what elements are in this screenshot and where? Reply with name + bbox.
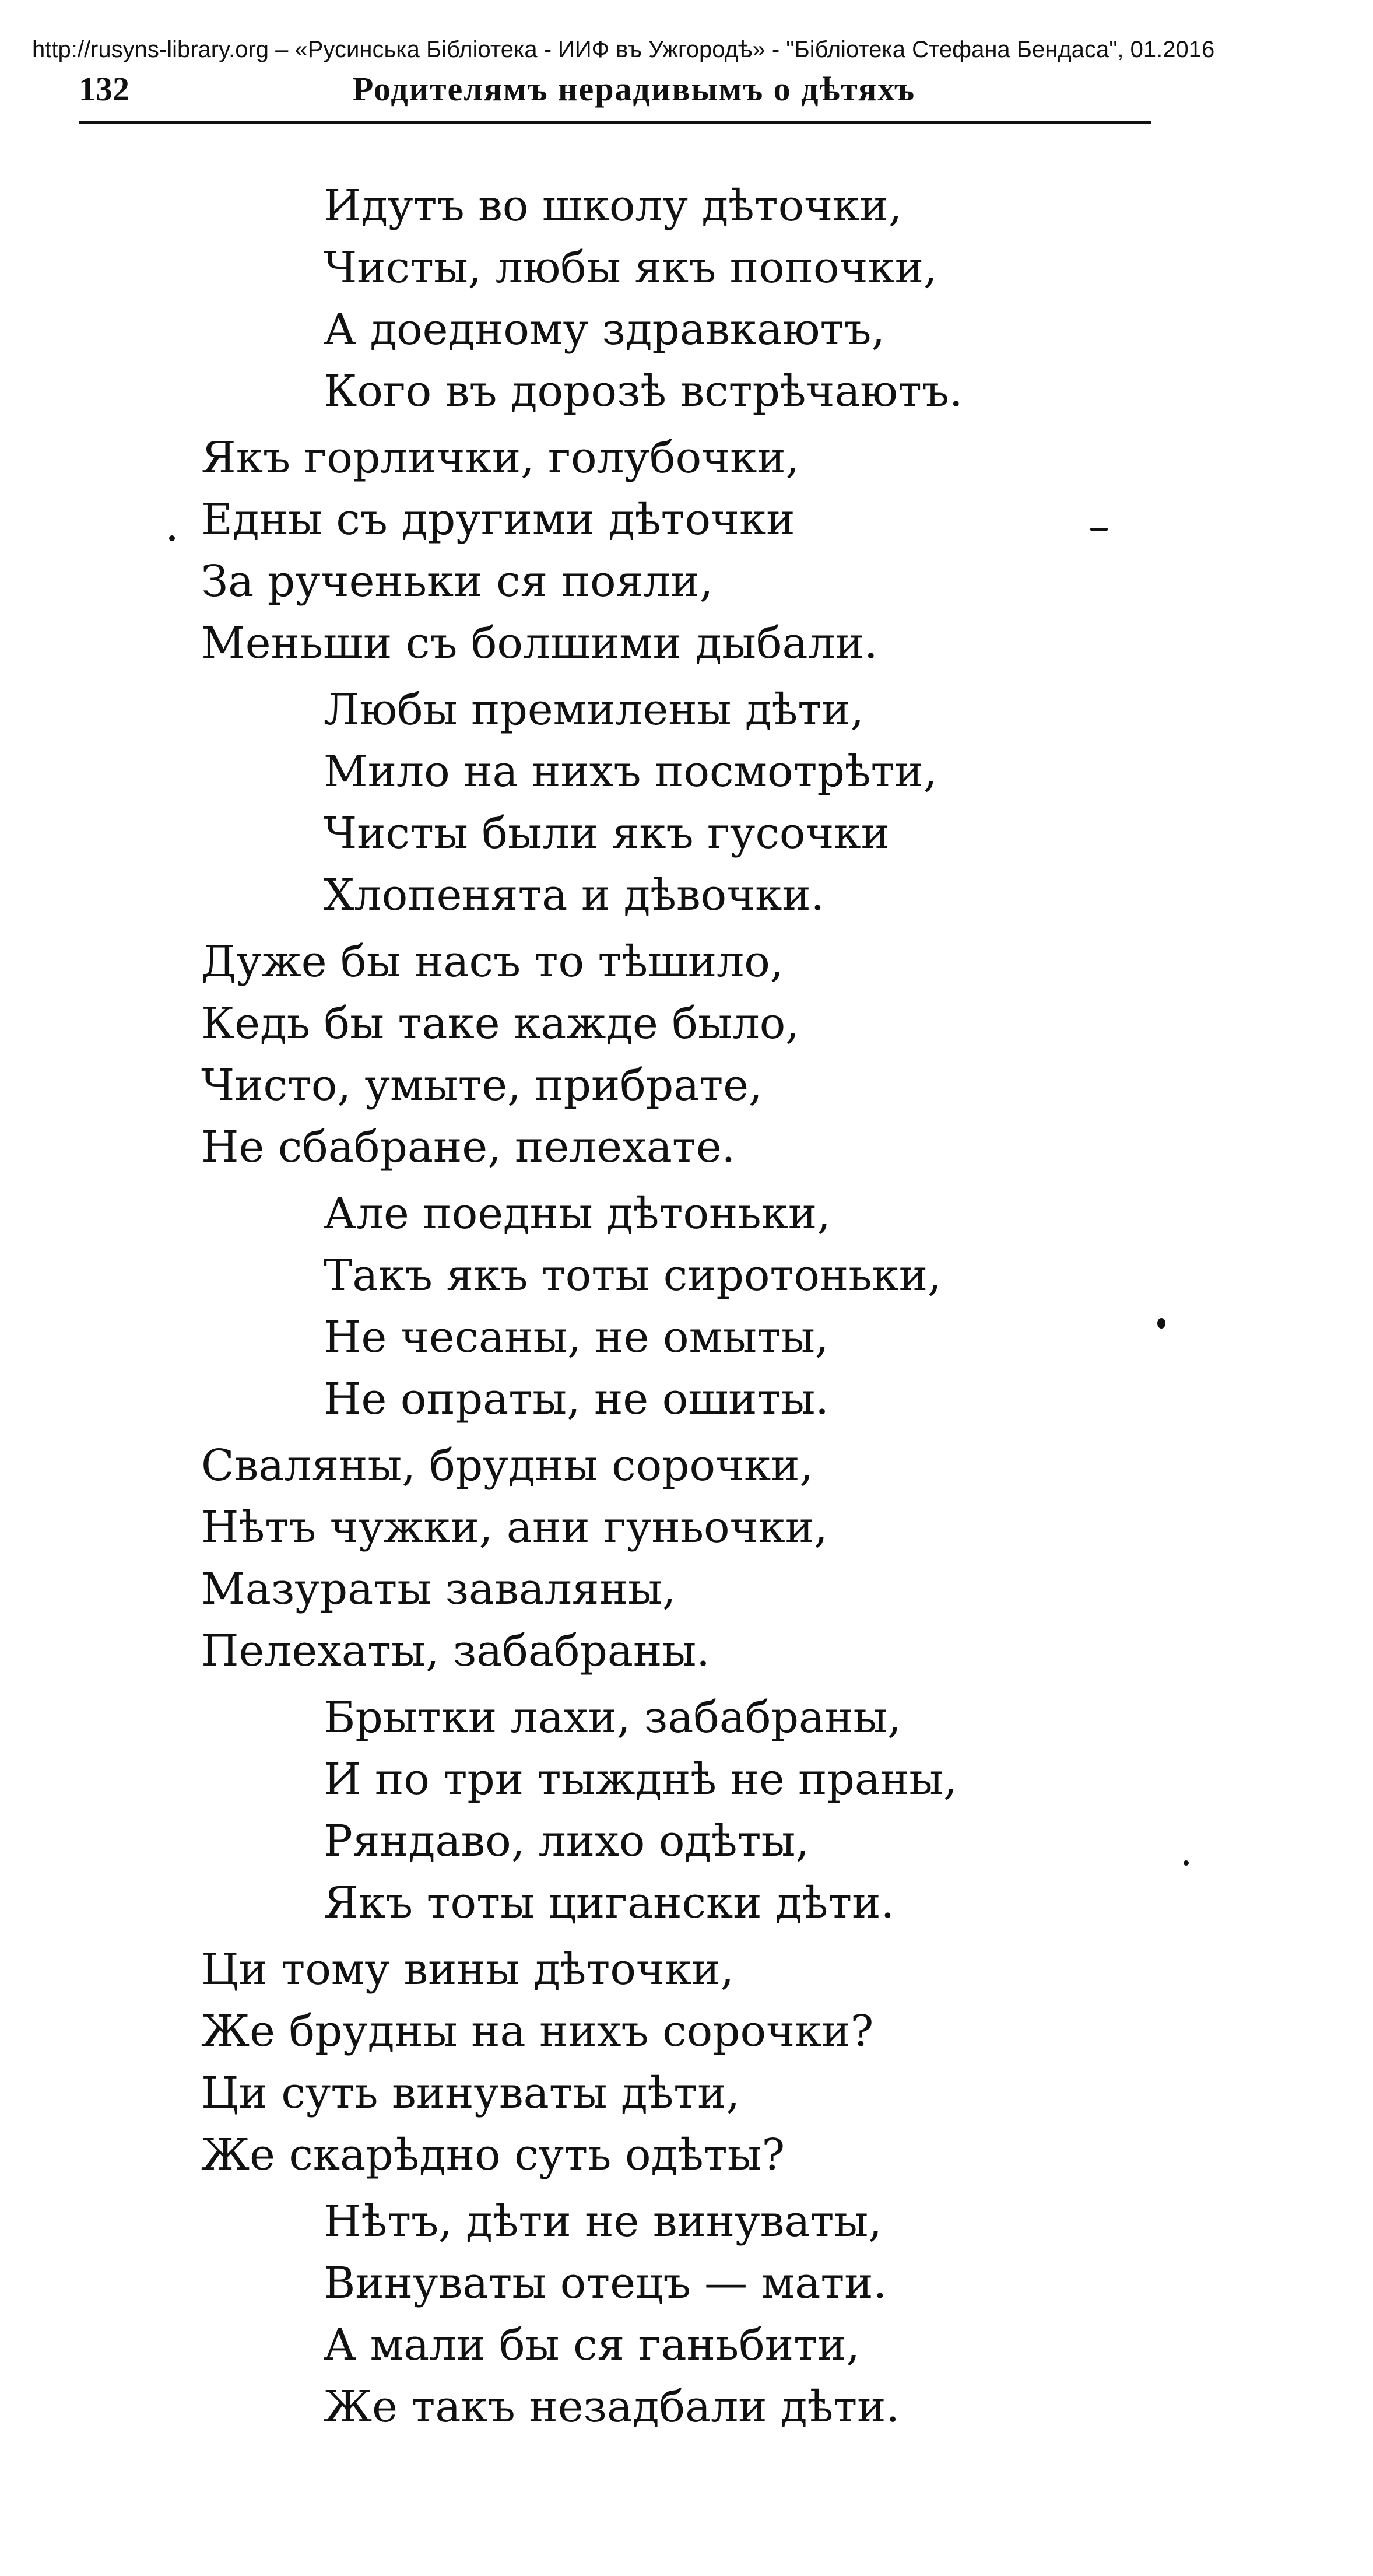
poem-line: Мазураты заваляны, <box>201 1564 676 1614</box>
poem-line: Хлопенята и дѣвочки. <box>324 870 825 920</box>
poem-line: Не сбабране, пелехате. <box>201 1122 736 1172</box>
stanza-3 <box>0 679 1373 926</box>
poem-line: Ряндаво, лихо одѣты, <box>324 1816 809 1866</box>
poem-line: Брытки лахи, забабраны, <box>324 1692 901 1743</box>
poem-line: Же скарѣдно суть одѣты? <box>201 2130 785 2180</box>
poem-line: Не опраты, не ошиты. <box>324 1374 829 1424</box>
poem-line: Нѣтъ чужки, ани гуньочки, <box>201 1502 828 1552</box>
stanza-4 <box>0 931 1373 1178</box>
stanza-6 <box>0 1435 1373 1682</box>
scan-speck <box>1184 1860 1189 1866</box>
poem-line: Мило на нихъ посмотрѣти, <box>324 746 937 797</box>
poem-line: Якъ тоты цигански дѣти. <box>324 1878 895 1928</box>
stanza-7 <box>0 1687 1373 1934</box>
poem-line: Чисты были якъ гусочки <box>324 808 890 858</box>
running-head <box>79 69 1151 113</box>
poem-line: Якъ горлички, голубочки, <box>201 433 800 483</box>
stanza-1 <box>0 175 1373 422</box>
poem-line: Же брудны на нихъ сорочки? <box>201 2006 874 2056</box>
poem-line: Ци тому вины дѣточки, <box>201 1944 734 1995</box>
poem-line: А мали бы ся ганьбити, <box>324 2320 860 2370</box>
scan-speck <box>1090 528 1108 531</box>
header-rule <box>79 121 1151 124</box>
poem-line: Пелехаты, забабраны. <box>201 1626 710 1676</box>
poem-line: Нѣтъ, дѣти не винуваты, <box>324 2196 882 2246</box>
poem-line: За рученьки ся пояли, <box>201 556 714 607</box>
stanza-8 <box>0 1939 1373 2186</box>
poem-line: Сваляны, брудны сорочки, <box>201 1441 814 1491</box>
poem-body <box>0 175 1373 2438</box>
stanza-5 <box>0 1183 1373 1430</box>
poem-line: Винуваты отецъ — мати. <box>324 2258 887 2308</box>
poem-line: Кедь бы таке кажде было, <box>201 998 799 1049</box>
poem-line: Дуже бы насъ то тѣшило, <box>201 937 784 987</box>
poem-line: Меньши съ болшими дыбали. <box>201 618 878 668</box>
stanza-9 <box>0 2191 1373 2438</box>
poem-line: Ци суть винуваты дѣти, <box>201 2068 740 2118</box>
running-title: Родителямъ нерадивымъ о дѣтяхъ <box>353 70 916 108</box>
source-attribution: http://rusyns-library.org – «Русинська Бібліотека - ИИФ въ Ужгородѣ» - "Бібліотека Стефана Бендаса", 01.2016 <box>32 37 1215 62</box>
scan-speck <box>169 535 175 541</box>
poem-line: И по три тыжднѣ не праны, <box>324 1754 957 1804</box>
scan-speck <box>1157 1318 1165 1329</box>
poem-line: А доедному здравкаютъ, <box>324 304 885 355</box>
poem-line: Не чесаны, не омыты, <box>324 1312 829 1362</box>
poem-line: Чисто, умыте, прибрате, <box>201 1060 763 1110</box>
poem-line: Едны съ другими дѣточки <box>201 495 795 545</box>
page-number: 132 <box>79 70 129 108</box>
poem-line: Чисты, любы якъ попочки, <box>324 243 937 293</box>
poem-line: Идутъ во школу дѣточки, <box>324 181 903 231</box>
poem-line: Же такъ незадбали дѣти. <box>324 2382 900 2432</box>
poem-line: Любы премилены дѣти, <box>324 685 865 735</box>
stanza-2 <box>0 427 1373 674</box>
poem-line: Такъ якъ тоты сиротоньки, <box>324 1250 942 1301</box>
poem-line: Але поедны дѣтоньки, <box>324 1189 831 1239</box>
poem-line: Кого въ дорозѣ встрѣчаютъ. <box>324 366 963 416</box>
